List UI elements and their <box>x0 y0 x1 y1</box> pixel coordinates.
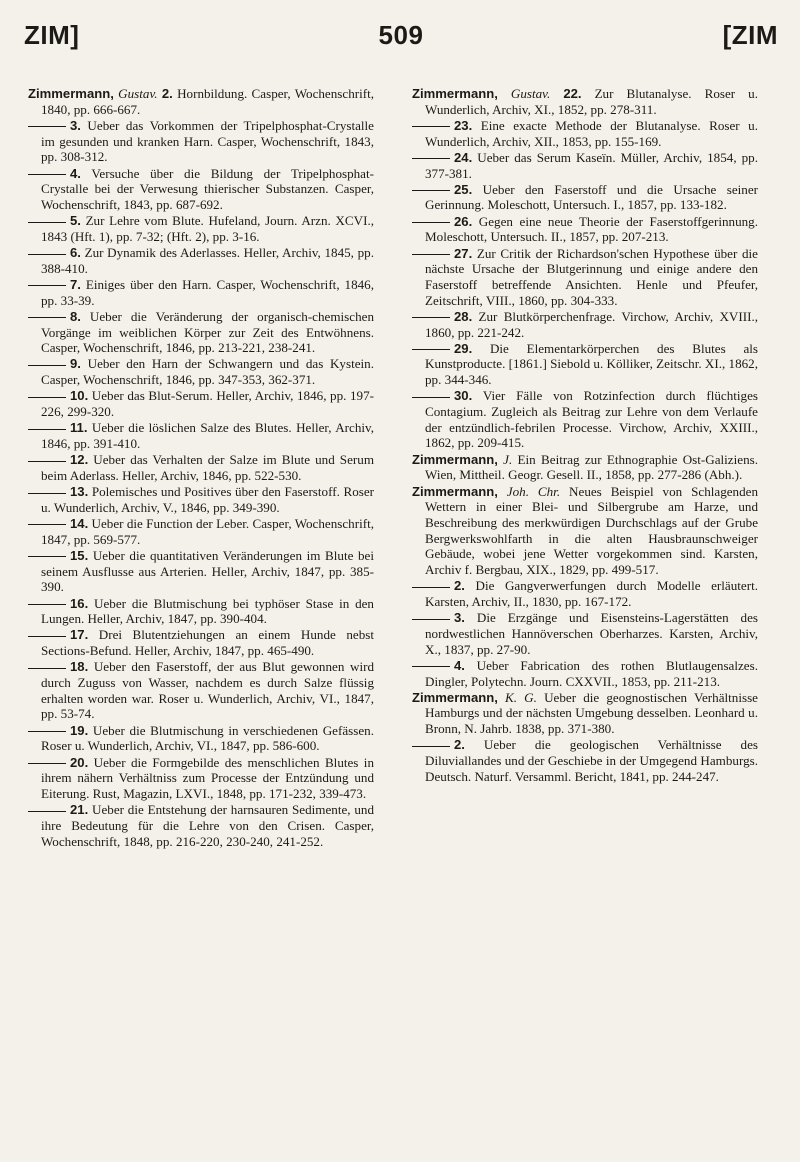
entry-number: 17. <box>70 627 89 643</box>
entry-text: Ueber die löslichen Salze des Blutes. Heller, Archiv, 1846, pp. 391-410. <box>41 420 374 451</box>
author-entry <box>412 86 758 117</box>
bibliography-entry <box>412 214 758 245</box>
author-name: Zimmermann, <box>412 689 498 705</box>
ditto-dash <box>28 126 66 127</box>
bibliography-entry <box>28 213 374 244</box>
entry-number: 16. <box>70 595 89 611</box>
entry-number: 12. <box>70 452 89 468</box>
ditto-dash <box>28 429 66 430</box>
entry-text: Ueber die Formgebilde des menschlichen Blutes in ihrem nähern Verhältniss zum Processe der Entzündung und Eiterung. Rust, Magazin, LXVI., 1848, pp. 171-232, 339-473. <box>41 754 374 801</box>
bibliography-entry <box>28 596 374 627</box>
ditto-dash <box>28 604 66 605</box>
entry-text: Ueber die Veränderung der organisch-chemischen Vorgänge im weiblichen Körper zur Zeit des Entwöhnens. Casper, Wochenschrift, 1846, pp. 213-221, 238-241. <box>41 308 374 356</box>
entry-number: 2. <box>161 86 173 101</box>
entry-text: Ueber den Harn der Schwangern und das Kystein. Casper, Wochenschrift, 1846, pp. 347-353, 362-371. <box>41 356 374 388</box>
entry-text: Ueber das Vorkommen der Tripelphosphat-Crystalle im gesunden und kranken Harn. Casper, Wochenschrift, 1843, pp. 308-312. <box>41 117 374 165</box>
ditto-dash <box>412 619 450 620</box>
entry-number: 24. <box>454 149 473 165</box>
ditto-dash <box>28 397 66 398</box>
entry-number: 30. <box>454 388 473 404</box>
bibliography-entry <box>28 166 374 213</box>
ditto-dash <box>28 763 66 764</box>
ditto-dash <box>28 668 66 669</box>
entry-text: Zur Blutkörperchenfrage. Virchow, Archiv, XVIII., 1860, pp. 221-242. <box>425 308 758 340</box>
entry-number: 29. <box>454 340 473 356</box>
bibliography-entry <box>412 658 758 689</box>
entry-text: Ueber das Serum Kaseïn. Müller, Archiv, 1854, pp. 377-381. <box>425 149 758 181</box>
entry-text: Ueber die Entstehung der harnsauren Sedimente, und ihre Bedeutung für die Lehre von den Crisen. Casper, Wochenschrift, 1848, pp. 216-220, 230-240, 241-252. <box>41 802 374 849</box>
ditto-dash <box>28 636 66 637</box>
entry-number: 21. <box>70 802 89 818</box>
entry-number: 13. <box>70 484 89 500</box>
entry-text: Ueber den Faserstoff, der aus Blut gewonnen wird durch Zuguss von Wasser, nachdem es durch Salze flüssig erhalten worden war. Roser u. Wunderlich, Archiv, VI., 1847, pp. 53-74. <box>41 659 374 722</box>
entry-text: Ueber die Blutmischung bei typhöser Stase in den Lungen. Heller, Archiv, 1847, pp. 390-404. <box>41 595 374 627</box>
ditto-dash <box>412 397 450 398</box>
ditto-dash <box>28 556 66 557</box>
bibliography-entry <box>412 610 758 657</box>
ditto-dash <box>28 493 66 494</box>
bibliography-entry <box>412 118 758 149</box>
author-entry <box>412 690 758 737</box>
ditto-dash <box>412 746 450 747</box>
entry-text: Die Erzgänge und Eisensteins-Lagerstätten des nordwestlichen Hannöverschen Oberharzes. Karsten, Archiv, X., 1837, pp. 27-90. <box>425 610 758 657</box>
bibliography-entry <box>28 755 374 802</box>
author-given-name: K. G. <box>505 689 537 705</box>
entry-number: 15. <box>70 547 89 563</box>
bibliography-entry <box>28 659 374 722</box>
ditto-dash <box>412 158 450 159</box>
ditto-dash <box>412 349 450 350</box>
bibliography-entry <box>28 277 374 308</box>
bibliography-entry <box>28 516 374 547</box>
ditto-dash <box>412 666 450 667</box>
entry-number: 23. <box>454 117 473 133</box>
entry-number: 19. <box>70 722 89 738</box>
entry-text: Die Elementarkörperchen des Blutes als Kunstproducte. [1861.] Siebold u. Kölliker, Zeitschr. XI., 1862, pp. 344-346. <box>425 340 758 388</box>
entry-text: Ueber das Verhalten der Salze im Blute und Serum beim Aderlass. Heller, Archiv, 1846, pp. 522-530. <box>41 452 374 483</box>
ditto-dash <box>412 317 450 318</box>
entry-text: Versuche über die Bildung der Tripelphosphat-Crystalle bei der Verwesung thierischer Substanzen. Casper, Wochenschrift, 1843, pp. 687-692. <box>41 165 374 212</box>
bibliography-entry <box>28 309 374 356</box>
author-entry <box>412 484 758 578</box>
entry-number: 18. <box>70 659 89 675</box>
bibliography-entry <box>412 150 758 181</box>
ditto-dash <box>28 254 66 255</box>
entry-number: 10. <box>70 388 89 404</box>
author-name: Zimmermann, <box>28 86 114 101</box>
ditto-dash <box>28 365 66 366</box>
entry-text: Polemisches und Positives über den Faserstoff. Roser u. Wunderlich, Archiv, V., 1846, pp. 349-390. <box>41 484 375 515</box>
bibliography-entry <box>412 309 758 340</box>
entry-text: Ueber die quantitativen Veränderungen im Blute bei seinem Ausflusse aus Arterien. Heller, Archiv, 1847, pp. 385-390. <box>41 547 374 595</box>
header-left-label: ZIM] <box>24 20 80 50</box>
bibliography-entry <box>28 802 374 849</box>
author-name: Zimmermann, <box>412 86 498 101</box>
left-column <box>28 86 374 850</box>
ditto-dash <box>28 461 66 462</box>
entry-text: Ueber den Faserstoff und die Ursache seiner Gerinnung. Moleschott, Untersuch. I., 1857, pp. 133-182. <box>425 181 759 213</box>
ditto-dash <box>28 731 66 732</box>
entry-number: 27. <box>454 245 473 261</box>
author-given-name: Gustav. <box>510 86 551 101</box>
bibliography-entry <box>412 246 758 309</box>
ditto-dash <box>412 126 450 127</box>
entry-text: Zur Blutanalyse. Roser u. Wunderlich, Archiv, XI., 1852, pp. 278-311. <box>425 86 758 117</box>
entry-text: Drei Blutentziehungen an einem Hunde nebst Sections-Befund. Heller, Archiv, 1847, pp. 465-490. <box>41 627 374 659</box>
entry-number: 7. <box>70 276 81 292</box>
entry-text: Ueber das Blut-Serum. Heller, Archiv, 1846, pp. 197-226, 299-320. <box>41 388 374 420</box>
entry-number: 3. <box>454 610 465 626</box>
author-name: Zimmermann, <box>412 451 498 467</box>
running-header <box>24 20 778 54</box>
author-given-name: Joh. Chr. <box>506 483 561 499</box>
bibliography-entry <box>28 452 374 483</box>
ditto-dash <box>28 811 66 812</box>
entry-number: 3. <box>70 117 81 133</box>
entry-text: Eine exacte Methode der Blutanalyse. Roser u. Wunderlich, Archiv, XII., 1853, pp. 155-169. <box>425 117 758 149</box>
bibliography-entry <box>28 420 374 451</box>
author-given-name: Gustav. <box>118 86 158 101</box>
entry-number: 22. <box>563 86 582 101</box>
right-column <box>412 86 758 785</box>
ditto-dash <box>28 285 66 286</box>
ditto-dash <box>28 317 66 318</box>
page-number: 509 <box>378 20 424 50</box>
entry-number: 26. <box>454 213 473 229</box>
entry-text: Ein Beitrag zur Ethnographie Ost-Galiziens. Wien, Mittheil. Geogr. Gesell. II., 1858, pp. 277-286 (Abh.). <box>425 451 758 483</box>
entry-text: Vier Fälle von Rotzinfection durch flüchtiges Contagium. Zugleich als Beitrag zur Lehre von dem Verlaufe der entzündlich-febrilen Processe. Virchow, Archiv, XXIII., 1862, pp. 209-415. <box>425 388 758 451</box>
bibliography-entry <box>28 388 374 419</box>
entry-text: Ueber die geologischen Verhältnisse des Diluviallandes und der Geschiebe in der Umgegend Hamburgs. Deutsch. Naturf. Versamml. Bericht, 1841, pp. 244-247. <box>425 737 758 784</box>
entry-number: 25. <box>454 181 473 197</box>
bibliography-entry <box>28 548 374 595</box>
bibliography-entry <box>28 118 374 165</box>
entry-text: Ueber Fabrication des rothen Blutlaugensalzes. Dingler, Polytechn. Journ. CXXVII., 1853, pp. 211-213. <box>425 657 758 689</box>
entry-number: 14. <box>70 515 89 531</box>
ditto-dash <box>28 222 66 223</box>
entry-number: 8. <box>70 308 81 324</box>
entry-number: 5. <box>70 213 81 229</box>
entry-number: 4. <box>70 165 81 181</box>
entry-text: Zur Dynamik des Aderlasses. Heller, Archiv, 1845, pp. 388-410. <box>41 245 374 276</box>
author-entry <box>412 452 758 483</box>
entry-number: 2. <box>454 737 465 753</box>
bibliography-entry <box>28 245 374 276</box>
entry-text: Ueber die Blutmischung in verschiedenen Gefässen. Roser u. Wunderlich, Archiv, VI., 1847, pp. 586-600. <box>41 722 374 754</box>
entry-text: Zur Lehre vom Blute. Hufeland, Journ. Arzn. XCVI., 1843 (Hft. 1), pp. 7-32; (Hft. 2), pp. 3-16. <box>41 213 374 244</box>
entry-text: Ueber die geognostischen Verhältnisse Hamburgs und der nächsten Umgebung desselben. Leonhard u. Bronn, N. Jahrb. 1838, pp. 371-380. <box>425 689 758 737</box>
bibliography-entry <box>28 627 374 658</box>
entry-number: 6. <box>70 245 81 261</box>
entry-number: 11. <box>70 420 88 436</box>
entry-number: 4. <box>454 657 465 673</box>
bibliography-entry <box>28 723 374 754</box>
bibliography-entry <box>28 356 374 387</box>
author-given-name: J. <box>503 451 513 467</box>
author-name: Zimmermann, <box>412 483 498 499</box>
bibliography-entry <box>28 484 374 515</box>
entry-text: Einiges über den Harn. Casper, Wochenschrift, 1846, pp. 33-39. <box>41 276 374 308</box>
entry-text: Neues Beispiel von Schlagenden Wettern in einer Blei- und Silbergrube am Harze, und Beschreibung des merkwürdigen Durchschlags auf der Grube Bergwerkswohlfarth in die alten Hausbraunschweiger Gebäude, wobei jene Wetter vorgekommen sind. Karsten, Archiv f. Bergbau, XIX., 1829, pp. 499-517. <box>425 483 759 578</box>
header-right-label: [ZIM <box>722 20 778 50</box>
entry-text: Gegen eine neue Theorie der Faserstoffgerinnung. Moleschott, Untersuch. II., 1857, pp. 207-213. <box>425 213 758 245</box>
entry-text: Die Gangverwerfungen durch Modelle erläutert. Karsten, Archiv, II., 1830, pp. 167-172. <box>425 578 759 609</box>
entry-number: 28. <box>454 308 473 324</box>
entry-number: 9. <box>70 356 81 372</box>
bibliography-entry <box>412 578 758 609</box>
bibliography-entry <box>412 388 758 451</box>
author-entry <box>28 86 374 117</box>
ditto-dash <box>412 587 450 588</box>
entry-number: 2. <box>454 578 465 594</box>
bibliography-entry <box>412 182 758 213</box>
ditto-dash <box>412 190 450 191</box>
entry-text: Zur Critik der Richardson'schen Hypothese über die nächste Ursache der Blutgerinnung und einige andere den Faserstoff betreffende Ansichten. Henle und Pfeufer, Zeitschrift, VIII., 1860, pp. 304-333. <box>425 245 758 308</box>
ditto-dash <box>412 254 450 255</box>
bibliography-entry <box>412 341 758 388</box>
ditto-dash <box>28 524 66 525</box>
bibliography-entry <box>412 737 758 784</box>
entry-text: Hornbildung. Casper, Wochenschrift, 1840, pp. 666-667. <box>41 86 375 117</box>
entry-number: 20. <box>70 754 89 770</box>
entry-text: Ueber die Function der Leber. Casper, Wochenschrift, 1847, pp. 569-577. <box>41 515 374 547</box>
ditto-dash <box>412 222 450 223</box>
ditto-dash <box>28 174 66 175</box>
